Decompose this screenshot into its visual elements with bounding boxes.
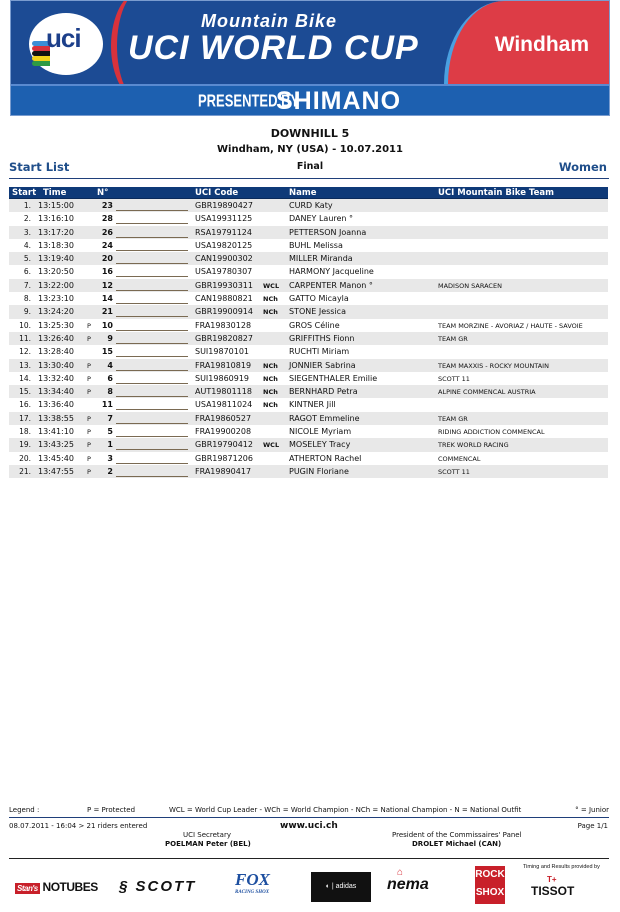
start-time: 13:30:40 bbox=[38, 360, 74, 370]
rider-name: RAGOT Emmeline bbox=[289, 413, 360, 423]
team-name: SCOTT 11 bbox=[438, 467, 470, 476]
start-time: 13:18:30 bbox=[38, 240, 74, 250]
start-position: 11. bbox=[19, 333, 31, 343]
start-position: 15. bbox=[19, 387, 31, 397]
secretary-title: UCI Secretary bbox=[183, 831, 231, 839]
rider-name: HARMONY Jacqueline bbox=[289, 267, 374, 277]
start-list-table bbox=[9, 187, 608, 478]
signature-line bbox=[116, 463, 188, 464]
col-name: Name bbox=[289, 188, 317, 198]
sponsor-bar bbox=[9, 860, 609, 910]
col-time: Time bbox=[43, 188, 67, 198]
start-time: 13:36:40 bbox=[38, 400, 74, 410]
rider-name: STONE Jessica bbox=[289, 307, 346, 317]
uci-code: FRA19860527 bbox=[195, 413, 252, 423]
event-location-date: Windham, NY (USA) - 10.07.2011 bbox=[217, 144, 403, 155]
signature-line bbox=[116, 330, 188, 331]
team-name: RIDING ADDICTION COMMENCAL bbox=[438, 428, 545, 437]
event-title: DOWNHILL 5 bbox=[270, 127, 350, 140]
signature-line bbox=[116, 290, 188, 291]
legend-protected: P = Protected bbox=[87, 806, 136, 814]
table-body bbox=[9, 199, 608, 478]
rider-name: ATHERTON Rachel bbox=[289, 453, 362, 463]
protected-flag: P bbox=[87, 441, 91, 450]
team-name: TEAM MAXXIS - ROCKY MOUNTAIN bbox=[438, 361, 549, 370]
fox-logo-icon: FOX RACING SHOX bbox=[235, 870, 270, 895]
start-position: 4. bbox=[23, 240, 31, 250]
bib-number: 21 bbox=[101, 307, 113, 317]
rider-name: JONNIER Sabrina bbox=[289, 360, 356, 370]
protected-flag: P bbox=[87, 374, 91, 383]
generated-info: 08.07.2011 - 16:04 > 21 riders entered bbox=[9, 822, 148, 830]
uci-code: USA19820125 bbox=[195, 240, 253, 250]
bib-number: 24 bbox=[101, 240, 113, 250]
bib-number: 9 bbox=[107, 333, 113, 343]
rider-name: GATTO Micayla bbox=[289, 294, 349, 304]
start-position: 20. bbox=[19, 453, 31, 463]
bib-number: 12 bbox=[101, 280, 113, 290]
table-row bbox=[9, 412, 608, 425]
notubes-logo-icon: Stan's NOTUBES bbox=[17, 880, 98, 894]
team-name: TEAM GR bbox=[438, 414, 468, 423]
category-label: Women bbox=[558, 160, 607, 174]
header-divider bbox=[9, 178, 609, 179]
rider-name: MILLER Miranda bbox=[289, 254, 353, 264]
bib-number: 28 bbox=[101, 214, 113, 224]
start-position: 5. bbox=[23, 254, 31, 264]
uci-code: CAN19880821 bbox=[195, 294, 253, 304]
signature-line bbox=[116, 423, 188, 424]
start-time: 13:19:40 bbox=[38, 254, 74, 264]
protected-flag: P bbox=[87, 414, 91, 423]
uci-code: GBR19890427 bbox=[195, 201, 253, 210]
signature-line bbox=[116, 476, 188, 477]
signature-line bbox=[116, 303, 188, 304]
table-row bbox=[9, 226, 608, 239]
rider-name: BUHL Melissa bbox=[289, 240, 343, 250]
uci-code: GBR19871206 bbox=[195, 453, 253, 463]
team-name: ALPINE COMMENCAL AUSTRIA bbox=[438, 388, 536, 397]
bib-number: 26 bbox=[101, 227, 113, 237]
table-row bbox=[9, 239, 608, 252]
start-time: 13:26:40 bbox=[38, 333, 74, 343]
legend-spacer bbox=[9, 802, 609, 803]
uci-code: SUI19870101 bbox=[195, 347, 250, 357]
rider-status: NCh bbox=[263, 308, 278, 317]
table-row bbox=[9, 452, 608, 465]
start-position: 9. bbox=[23, 307, 31, 317]
uci-code: SUI19860919 bbox=[195, 373, 250, 383]
bib-number: 11 bbox=[101, 400, 113, 410]
uci-logo-text: uci bbox=[46, 23, 81, 53]
footer-divider bbox=[9, 817, 609, 818]
bib-number: 6 bbox=[107, 373, 113, 383]
signature-line bbox=[116, 370, 188, 371]
rider-name: GROS Céline bbox=[289, 320, 340, 330]
start-time: 13:43:25 bbox=[38, 440, 74, 450]
start-position: 18. bbox=[19, 427, 31, 437]
rider-name: KINTNER Jill bbox=[289, 400, 336, 410]
start-time: 13:16:10 bbox=[38, 214, 74, 224]
protected-flag: P bbox=[87, 388, 91, 397]
table-row bbox=[9, 265, 608, 278]
rockshox-logo-icon: ROCK SHOX bbox=[475, 866, 505, 904]
protected-flag: P bbox=[87, 454, 91, 463]
table-row bbox=[9, 212, 608, 225]
team-name: COMMENCAL bbox=[438, 454, 481, 463]
rider-name: BERNHARD Petra bbox=[289, 387, 358, 397]
start-time: 13:45:40 bbox=[38, 453, 74, 463]
signature-line bbox=[116, 449, 188, 450]
team-name: TEAM MORZINE - AVORIAZ / HAUTE - SAVOIE bbox=[438, 321, 583, 330]
legend-junior: ° = Junior bbox=[575, 806, 609, 814]
rider-status: WCL bbox=[263, 441, 280, 450]
signature-line bbox=[116, 343, 188, 344]
start-position: 13. bbox=[19, 360, 31, 370]
series-title: UCI WORLD CUP bbox=[128, 29, 419, 67]
uci-code: GBR19820827 bbox=[195, 333, 253, 343]
team-name: TEAM GR bbox=[438, 334, 468, 343]
rider-name: PUGIN Floriane bbox=[289, 466, 349, 476]
table-row bbox=[9, 465, 608, 478]
banner-venue: Windham bbox=[494, 33, 589, 56]
rider-status: NCh bbox=[263, 374, 278, 383]
start-position: 12. bbox=[19, 347, 31, 357]
uci-logo-icon bbox=[29, 13, 103, 75]
start-position: 16. bbox=[19, 400, 31, 410]
president-name: DROLET Michael (CAN) bbox=[412, 840, 502, 848]
sponsor-divider bbox=[9, 858, 609, 859]
bib-number: 2 bbox=[107, 466, 113, 476]
uci-code: USA19931125 bbox=[195, 214, 253, 224]
table-row bbox=[9, 332, 608, 345]
uci-code: GBR19900914 bbox=[195, 307, 253, 317]
uci-code: AUT19801118 bbox=[195, 387, 252, 397]
start-position: 8. bbox=[23, 294, 31, 304]
start-time: 13:34:40 bbox=[38, 387, 74, 397]
table-row bbox=[9, 279, 608, 292]
website-link[interactable]: www.uci.ch bbox=[280, 821, 338, 831]
start-position: 14. bbox=[19, 373, 31, 383]
signature-line bbox=[116, 356, 188, 357]
rider-status: NCh bbox=[263, 401, 278, 410]
table-row bbox=[9, 252, 608, 265]
col-bib: N° bbox=[97, 188, 109, 198]
legend-codes: WCL = World Cup Leader - WCh = World Champion - NCh = National Champion - N = National Outfit bbox=[169, 806, 522, 814]
table-row bbox=[9, 292, 608, 305]
adidas-eyewear-logo-icon: ◐ | adidas bbox=[311, 872, 371, 902]
rider-name: CARPENTER Manon ° bbox=[289, 280, 373, 290]
start-time: 13:23:10 bbox=[38, 294, 74, 304]
uci-code: USA19780307 bbox=[195, 267, 253, 277]
president-title: President of the Commissaires' Panel bbox=[392, 831, 522, 839]
col-start: Start bbox=[12, 188, 37, 198]
start-time: 13:41:10 bbox=[38, 427, 74, 437]
protected-flag: P bbox=[87, 428, 91, 437]
uci-code: FRA19830128 bbox=[195, 320, 252, 330]
signature-line bbox=[116, 383, 188, 384]
rider-name: NICOLE Myriam bbox=[289, 427, 352, 437]
signature-line bbox=[116, 409, 188, 410]
rider-status: NCh bbox=[263, 361, 278, 370]
table-row bbox=[9, 372, 608, 385]
bib-number: 1 bbox=[107, 440, 113, 450]
start-position: 3. bbox=[23, 227, 31, 237]
presented-by-label: PRESENTED BY bbox=[198, 90, 300, 111]
team-name: MADISON SARACEN bbox=[438, 281, 502, 290]
bib-number: 14 bbox=[101, 294, 113, 304]
start-time: 13:17:20 bbox=[38, 227, 74, 237]
uci-code: GBR19790412 bbox=[195, 440, 253, 450]
signature-line bbox=[116, 237, 188, 238]
uci-code: RSA19791124 bbox=[195, 227, 252, 237]
start-time: 13:47:55 bbox=[38, 466, 74, 476]
signature-line bbox=[116, 396, 188, 397]
table-row bbox=[9, 199, 608, 212]
signature-line bbox=[116, 316, 188, 317]
start-time: 13:32:40 bbox=[38, 373, 74, 383]
table-row bbox=[9, 425, 608, 438]
table-row bbox=[9, 385, 608, 398]
tissot-logo-icon: T+ TISSOT bbox=[531, 875, 575, 898]
bib-number: 20 bbox=[101, 254, 113, 264]
uci-code: USA19811024 bbox=[195, 400, 253, 410]
start-position: 6. bbox=[23, 267, 31, 277]
team-name: TREK WORLD RACING bbox=[438, 441, 509, 450]
table-row bbox=[9, 305, 608, 318]
signature-line bbox=[116, 223, 188, 224]
rider-name: CURD Katy bbox=[289, 201, 333, 210]
rider-name: PETTERSON Joanna bbox=[289, 227, 367, 237]
list-type: Start List bbox=[9, 160, 70, 174]
start-time: 13:22:00 bbox=[38, 280, 74, 290]
start-position: 7. bbox=[23, 280, 31, 290]
title-sponsor-logo: SHIMANO bbox=[276, 87, 402, 115]
start-time: 13:15:00 bbox=[38, 201, 74, 210]
series-subtitle: Mountain Bike bbox=[201, 11, 338, 31]
start-time: 13:38:55 bbox=[38, 413, 74, 423]
start-position: 17. bbox=[19, 413, 31, 423]
protected-flag: P bbox=[87, 321, 91, 330]
start-time: 13:20:50 bbox=[38, 267, 74, 277]
rider-name: RUCHTI Miriam bbox=[289, 347, 350, 357]
col-team: UCI Mountain Bike Team bbox=[438, 188, 554, 198]
start-position: 10. bbox=[19, 320, 31, 330]
bib-number: 7 bbox=[107, 413, 113, 423]
page-number: Page 1/1 bbox=[577, 822, 608, 830]
table-row bbox=[9, 438, 608, 451]
rider-status: NCh bbox=[263, 388, 278, 397]
bib-number: 3 bbox=[107, 453, 113, 463]
rider-name: SIEGENTHALER Emilie bbox=[289, 373, 378, 383]
uci-code: FRA19900208 bbox=[195, 427, 252, 437]
start-position: 1. bbox=[23, 201, 31, 210]
bib-number: 4 bbox=[107, 360, 113, 370]
signature-line bbox=[116, 263, 188, 264]
rider-name: MOSELEY Tracy bbox=[289, 440, 351, 450]
table-row bbox=[9, 398, 608, 411]
col-uci-code: UCI Code bbox=[195, 188, 239, 198]
signature-line bbox=[116, 276, 188, 277]
start-position: 21. bbox=[19, 466, 31, 476]
signature-line bbox=[116, 250, 188, 251]
uci-code: FRA19810819 bbox=[195, 360, 252, 370]
uci-code: FRA19890417 bbox=[195, 466, 252, 476]
event-banner bbox=[10, 0, 610, 116]
bib-number: 10 bbox=[101, 320, 113, 330]
table-row bbox=[9, 319, 608, 332]
table-row bbox=[9, 345, 608, 358]
rider-name: DANEY Lauren ° bbox=[289, 214, 354, 224]
protected-flag: P bbox=[87, 361, 91, 370]
uci-code: CAN19900302 bbox=[195, 254, 253, 264]
start-position: 19. bbox=[19, 440, 31, 450]
start-position: 2. bbox=[23, 214, 31, 224]
start-time: 13:25:30 bbox=[38, 320, 74, 330]
table-row bbox=[9, 359, 608, 372]
team-name: SCOTT 11 bbox=[438, 374, 470, 383]
rider-status: NCh bbox=[263, 295, 278, 304]
bib-number: 8 bbox=[107, 387, 113, 397]
bib-number: 5 bbox=[107, 427, 113, 437]
legend-label: Legend : bbox=[9, 806, 40, 814]
uci-code: GBR19930311 bbox=[195, 280, 253, 290]
protected-flag: P bbox=[87, 334, 91, 343]
start-time: 13:28:40 bbox=[38, 347, 74, 357]
scott-logo-icon: § SCOTT bbox=[119, 878, 197, 895]
bib-number: 16 bbox=[101, 267, 113, 277]
secretary-name: POELMAN Peter (BEL) bbox=[165, 840, 251, 848]
timing-note: Timing and Results provided by bbox=[523, 864, 600, 870]
bib-number: 15 bbox=[101, 347, 113, 357]
rider-status: WCL bbox=[263, 281, 280, 290]
round-label: Final bbox=[296, 161, 324, 172]
signature-line bbox=[116, 210, 188, 211]
nema-logo-icon: ⌂ nema bbox=[387, 867, 429, 893]
start-time: 13:24:20 bbox=[38, 307, 74, 317]
table-header bbox=[9, 187, 608, 199]
rider-name: GRIFFITHS Fionn bbox=[289, 333, 355, 343]
bib-number: 23 bbox=[101, 201, 113, 210]
signature-line bbox=[116, 436, 188, 437]
protected-flag: P bbox=[87, 467, 91, 476]
